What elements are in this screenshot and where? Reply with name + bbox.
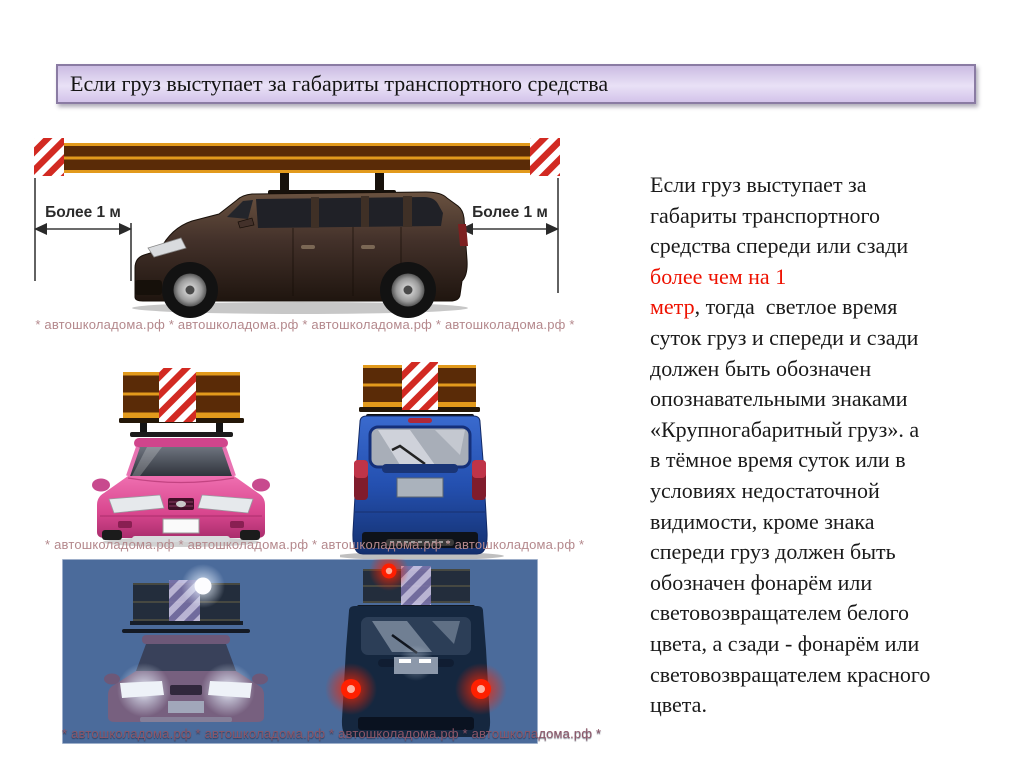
- title-banner: [56, 64, 976, 104]
- text-line: «Крупногабаритный груз». а: [650, 416, 920, 442]
- body-text: [650, 170, 1010, 721]
- watermark-night: * автошколадома.рф * автошколадома.рф * автошколадома.рф * автошколадома.рф *: [62, 726, 602, 741]
- measurement-front: [35, 178, 131, 281]
- text-line: световозвращателем красного: [650, 661, 931, 687]
- text-line: суток груз и спереди и сзади: [650, 324, 919, 350]
- oversize-cargo-sign-front: [34, 138, 64, 176]
- oversize-cargo-sign-rear: [530, 138, 560, 176]
- pink-car: [92, 438, 270, 547]
- text-line: спереди груз должен быть: [650, 539, 896, 565]
- text-line: опознавательными знаками: [650, 386, 908, 412]
- text-line: метр, тогда светлое время: [650, 294, 898, 320]
- overhang-label-front: Более 1 м: [45, 204, 121, 221]
- license-plate: [397, 478, 443, 497]
- white-lamp: [195, 578, 212, 595]
- text-line: световозвращателем белого: [650, 600, 909, 626]
- page-title: Если груз выступает за габариты транспортного средства: [70, 71, 609, 96]
- watermark-middle: * автошколадома.рф * автошколадома.рф * автошколадома.рф * автошколадома.рф *: [45, 537, 585, 552]
- text-line: в тёмное время суток или в: [650, 447, 906, 473]
- suv-side-overhang-figure: [30, 133, 590, 318]
- text-line: цвета, а сзади - фонарём или: [650, 630, 920, 656]
- oversize-cargo-sign: [159, 368, 196, 422]
- text-line: должен быть обозначен: [650, 355, 872, 381]
- text-line: средства спереди или сзади: [650, 233, 909, 259]
- license-plate: [163, 519, 199, 533]
- text-line: цвета.: [650, 692, 707, 718]
- measurement-rear: [460, 178, 558, 293]
- front-wheel: [162, 262, 218, 318]
- blue-suv-rear-figure: [340, 360, 510, 560]
- watermark-top: * автошколадома.рф * автошколадома.рф * автошколадома.рф * автошколадома.рф *: [35, 317, 575, 332]
- text-line: условиях недостаточной: [650, 477, 880, 503]
- text-line: видимости, кроме знака: [650, 508, 875, 534]
- overhang-label-rear: Более 1 м: [472, 204, 548, 221]
- cargo-plank: [34, 143, 560, 173]
- pink-car-front-figure: [92, 366, 272, 556]
- text-line: более чем на 1: [650, 263, 787, 289]
- text-line: Если груз выступает за: [650, 172, 867, 197]
- night-scene-figure: [62, 559, 602, 744]
- oversize-cargo-sign: [402, 362, 438, 410]
- rear-wheel: [380, 262, 436, 318]
- text-line: обозначен фонарём или: [650, 569, 873, 595]
- text-line: габариты транспортного: [650, 202, 880, 228]
- brown-suv-side: [132, 173, 468, 318]
